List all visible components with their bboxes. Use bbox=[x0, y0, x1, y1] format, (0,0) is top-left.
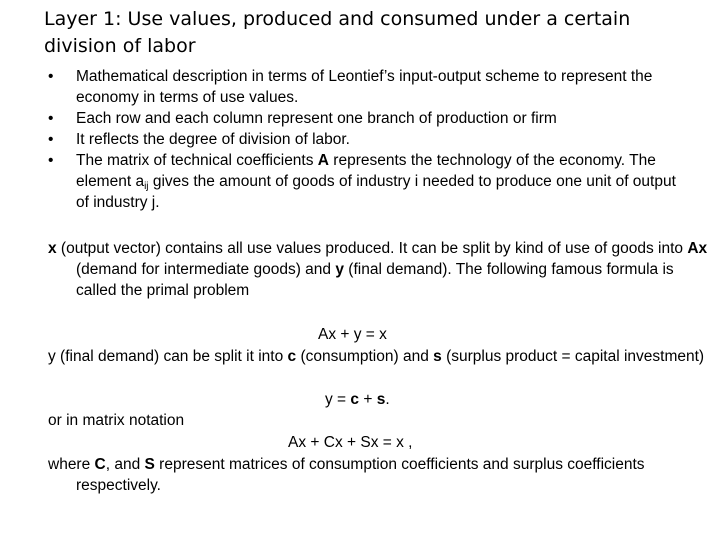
c-symbol: c bbox=[287, 348, 297, 365]
primal-equation: Ax + y = x bbox=[318, 326, 387, 343]
paragraph-text: (surplus product = capital investment) bbox=[441, 348, 705, 365]
bullet-rows-columns bbox=[48, 108, 688, 129]
paragraph-text: (final demand). The following famous formula is called the primal problem bbox=[76, 261, 674, 299]
matrix-notation-paragraph: or in matrix notation bbox=[48, 412, 185, 429]
paragraph-text: , and bbox=[105, 456, 145, 473]
matrix-a-symbol: A bbox=[317, 152, 329, 169]
c-symbol: c bbox=[350, 391, 360, 408]
final-demand-equation bbox=[48, 389, 688, 410]
c-matrix-symbol: C bbox=[94, 456, 106, 473]
bullet-technical-coefficients bbox=[48, 150, 688, 213]
paragraph-text: (output vector) contains all use values produced. It can be split by kind of use of goods into bbox=[56, 240, 688, 257]
paragraph-text: where bbox=[48, 456, 95, 473]
x-symbol: x bbox=[48, 240, 57, 257]
bullet-text: represents the technology of the economy. The element a bbox=[76, 152, 656, 190]
paragraph-text: y (final demand) can be split it into bbox=[48, 348, 288, 365]
paragraph-text: represent matrices of consumption coefficients and surplus coefficients respectively. bbox=[76, 456, 645, 494]
paragraph-text: (demand for intermediate goods) and bbox=[76, 261, 336, 278]
equation-text: y = bbox=[325, 391, 351, 408]
s-symbol: s bbox=[376, 391, 386, 408]
equation-text: + bbox=[359, 391, 377, 408]
bullet-text: Each row and each column represent one branch of production or firm bbox=[76, 110, 557, 127]
coefficients-paragraph bbox=[48, 454, 716, 496]
bullet-text: It reflects the degree of division of labor. bbox=[76, 131, 350, 148]
bullet-text: Mathematical description in terms of Leontief’s input-output scheme to represent the economy in terms of use values. bbox=[76, 68, 653, 106]
s-symbol: s bbox=[433, 348, 442, 365]
output-vector-paragraph bbox=[48, 238, 716, 301]
s-matrix-symbol: S bbox=[144, 456, 155, 473]
ax-symbol: Ax bbox=[687, 240, 708, 257]
bullet-text: The matrix of technical coefficients bbox=[76, 152, 318, 169]
bullet-leontief bbox=[48, 66, 688, 108]
bullet-text: gives the amount of goods of industry i needed to produce one unit of output of industry j. bbox=[76, 173, 676, 211]
bullet-division-of-labor bbox=[48, 129, 688, 150]
matrix-equation: Ax + Cx + Sx = x , bbox=[288, 434, 413, 451]
final-demand-paragraph bbox=[48, 346, 716, 367]
equation-text: . bbox=[385, 391, 390, 408]
bullet-list bbox=[48, 66, 688, 213]
y-symbol: y bbox=[335, 261, 344, 278]
subscript-ij: ij bbox=[144, 181, 149, 192]
paragraph-text: (consumption) and bbox=[296, 348, 434, 365]
slide-title: Layer 1: Use values, produced and consumed under a certain division of labor bbox=[44, 8, 631, 57]
